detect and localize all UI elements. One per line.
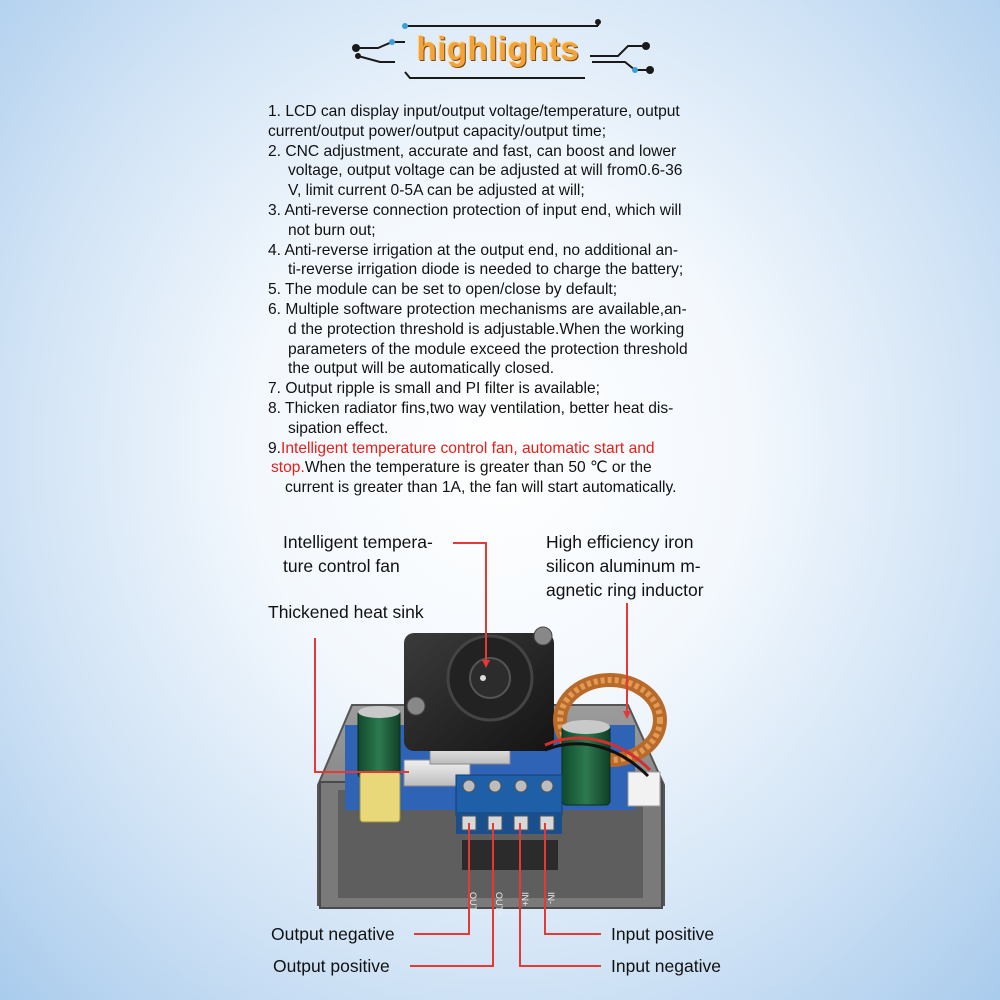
callout-heat-sink: Thickened heat sink — [268, 602, 424, 622]
feature-text: When the temperature is greater than 50 ℃ or the — [304, 459, 652, 477]
callout-output-negative: Output negative — [271, 924, 395, 944]
feature-line: 8. Thicken radiator fins,two way ventilation, better heat dis- — [268, 399, 674, 417]
page-title: highlights — [416, 30, 580, 67]
feature-line: 1. LCD can display input/output voltage/temperature, output — [268, 103, 680, 120]
item-number: 9. — [268, 439, 282, 457]
terminal-mark: IN- — [546, 892, 556, 904]
feature-line: voltage, output voltage can be adjusted at will from0.6-36 — [288, 162, 683, 180]
feature-line: 7. Output ripple is small and PI filter is available; — [268, 380, 600, 398]
feature-line: current/output power/output capacity/output time; — [268, 122, 607, 140]
fan-icon — [404, 627, 554, 751]
terminal-mark: OUT+ — [494, 892, 504, 917]
capacitor-icon — [358, 706, 400, 822]
feature-line: 5. The module can be set to open/close by default; — [268, 281, 618, 299]
callout-line: ture control fan — [283, 556, 400, 576]
feature-line: parameters of the module exceed the protection threshold — [288, 340, 688, 358]
highlight-text: Intelligent temperature control fan, automatic start and — [281, 439, 655, 457]
feature-line: 6. Multiple software protection mechanisms are available,an- — [268, 300, 687, 318]
fan-connector — [628, 772, 660, 806]
feature-line: ti-reverse irrigation diode is needed to charge the battery; — [288, 261, 684, 279]
callout-input-negative: Input negative — [611, 956, 721, 976]
callout-inductor — [546, 530, 704, 602]
callout-input-positive: Input positive — [611, 924, 715, 944]
feature-line: not burn out; — [288, 221, 376, 239]
feature-line: V, limit current 0-5A can be adjusted at will; — [288, 182, 585, 200]
callout-line: Intelligent tempera- — [283, 532, 433, 552]
feature-line: 3. Anti-reverse connection protection of input end, which will — [268, 201, 682, 219]
feature-line: current is greater than 1A, the fan will start automatically. — [285, 479, 677, 497]
callout-output-positive: Output positive — [273, 956, 390, 976]
highlight-text: stop. — [271, 459, 305, 477]
terminal-mark: IN+ — [520, 892, 530, 907]
callout-line: agnetic ring inductor — [546, 580, 704, 600]
feature-line: 4. Anti-reverse irrigation at the output end, no additional an- — [268, 241, 679, 259]
pin-header — [462, 840, 558, 870]
terminal-mark: OUT- — [468, 892, 478, 914]
feature-line: 2. CNC adjustment, accurate and fast, can boost and lower — [268, 142, 677, 160]
feature-line: sipation effect. — [288, 419, 389, 437]
callout-fan — [283, 530, 433, 578]
feature-line: the output will be automatically closed. — [288, 360, 555, 378]
feature-line: d the protection threshold is adjustable.When the working — [288, 320, 685, 338]
terminal-block — [456, 775, 562, 834]
capacitor-icon — [562, 720, 610, 805]
callout-line: silicon aluminum m- — [546, 556, 701, 576]
callout-line: High efficiency iron — [546, 532, 694, 552]
